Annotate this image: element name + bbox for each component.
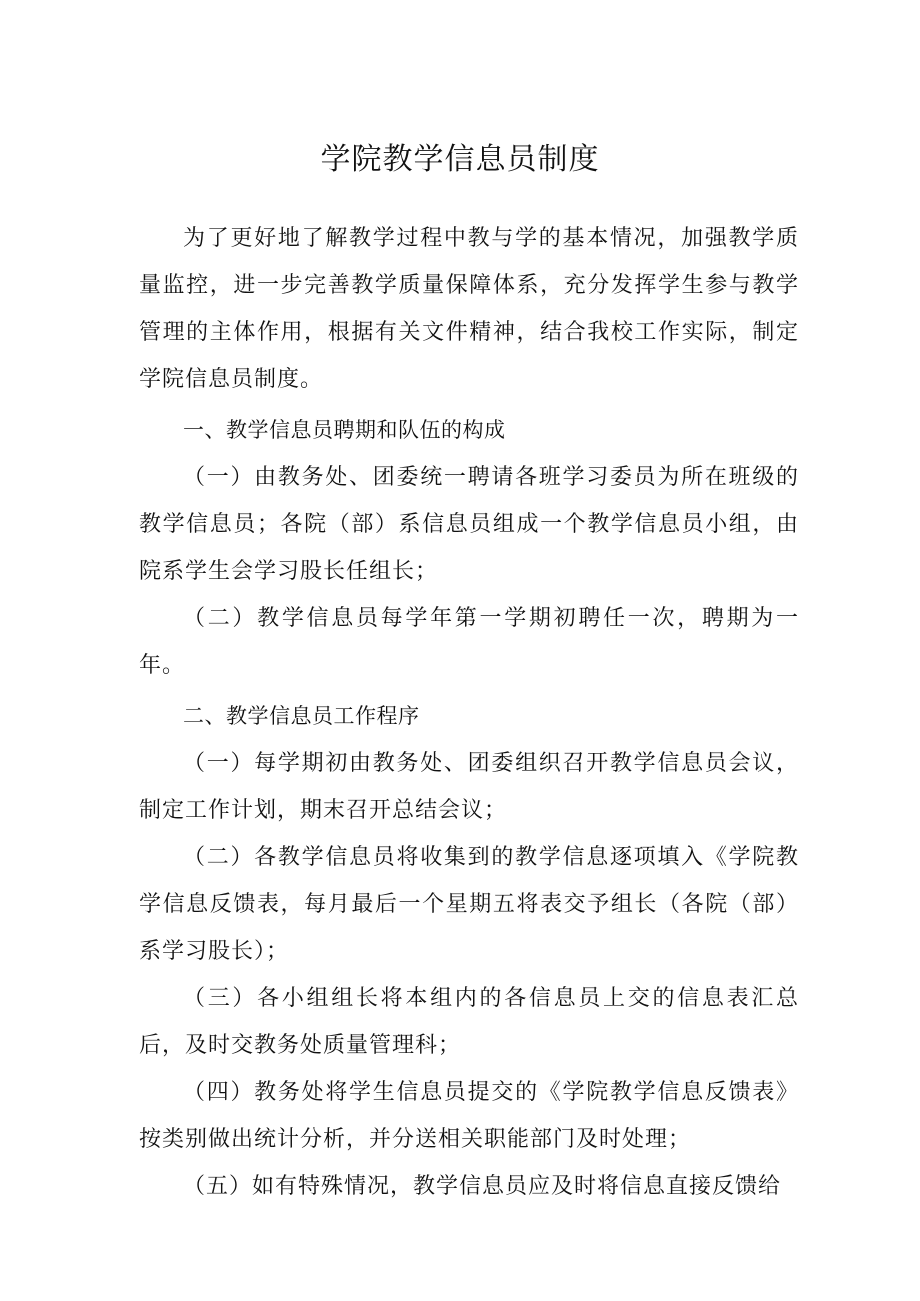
section-2-item-4: （四）教务处将学生信息员提交的《学院教学信息反馈表》按类别做出统计分析，并分送相关职能部门及时处理； (139, 1080, 799, 1152)
document-body (139, 215, 799, 1210)
section-2-heading: 二、教学信息员工作程序 (183, 704, 420, 728)
section-2-item-5: （五）如有特殊情况，教学信息员应及时将信息直接反馈给 (183, 1174, 782, 1199)
section-2-item-1: （一）每学期初由教务处、团委组织召开教学信息员会议，制定工作计划，期末召开总结会议； (139, 751, 799, 823)
section-1-heading: 一、教学信息员聘期和队伍的构成 (183, 418, 506, 442)
section-1-item-1: （一）由教务处、团委统一聘请各班学习委员为所在班级的教学信息员；各院（部）系信息员组成一个教学信息员小组，由院系学生会学习股长任组长； (139, 465, 799, 584)
section-2-item-3: （三）各小组组长将本组内的各信息员上交的信息表汇总后，及时交教务处质量管理科； (139, 986, 799, 1058)
section-1-item-2: （二）教学信息员每学年第一学期初聘任一次，聘期为一年。 (139, 606, 799, 678)
intro-paragraph: 为了更好地了解教学过程中教与学的基本情况，加强教学质量监控，进一步完善教学质量保障体系，充分发挥学生参与教学管理的主体作用，根据有关文件精神，结合我校工作实际，制定学院信息员制度。 (139, 226, 799, 392)
section-2-item-2: （二）各教学信息员将收集到的教学信息逐项填入《学院教学信息反馈表，每月最后一个星期五将表交予组长（各院（部）系学习股长）； (139, 845, 799, 964)
document-title: 学院教学信息员制度 (320, 142, 600, 177)
